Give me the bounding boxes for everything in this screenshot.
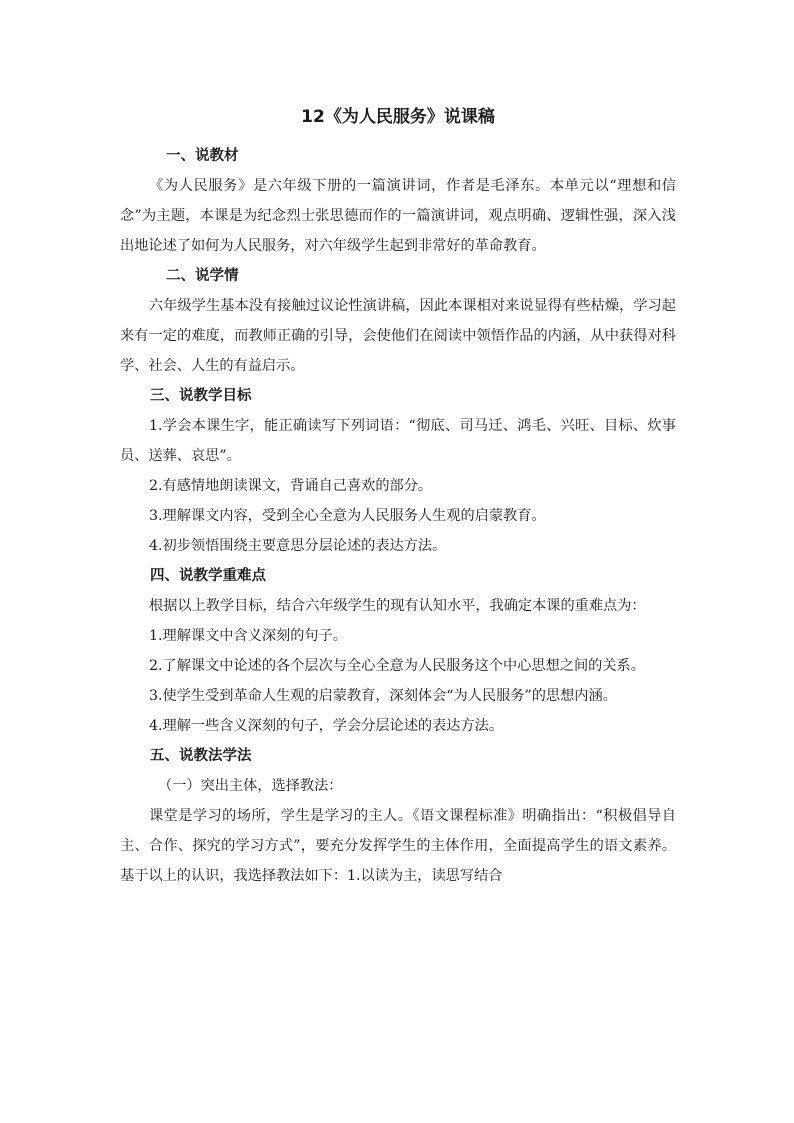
list-item: 3.理解课文内容，受到全心全意为人民服务人生观的启蒙教育。 (149, 508, 546, 524)
list-item: 1.理解课文中含义深刻的句子。 (149, 628, 347, 644)
section-heading-methods: 五、说教法学法 (150, 748, 252, 764)
list-item: 4.初步领悟围绕主要意思分层论述的表达方法。 (149, 538, 447, 554)
list-item: 3.使学生受到革命人生观的启蒙教育，深刻体会“为人民服务”的思想内涵。 (149, 688, 617, 704)
list-item: 1.学会本课生字，能正确读写下列词语：“彻底、司马迁、鸿毛、兴旺、目标、炊事员、送葬、哀思”。 (120, 418, 676, 464)
section-heading-learners: 二、说学情 (166, 268, 239, 284)
paragraph: 课堂是学习的场所，学生是学习的主人。《语文课程标准》明确指出：“积极倡导自主、合作、探究的学习方式”，要充分发挥学生的主体作用，全面提高学生的语文素养。基于以上的认识，我选择教法如下：1.以读为主，读思写结合 (120, 808, 676, 884)
list-item: 2.了解课文中论述的各个层次与全心全意为人民服务这个中心思想之间的关系。 (149, 658, 645, 674)
paragraph: 根据以上教学目标，结合六年级学生的现有认知水平，我确定本课的重难点为： (149, 598, 646, 614)
list-item: 4.理解一些含义深刻的句子，学会分层论述的表达方法。 (149, 718, 504, 734)
document-page (120, 104, 676, 891)
section-heading-textbook: 一、说教材 (166, 148, 239, 164)
paragraph: 六年级学生基本没有接触过议论性演讲稿，因此本课相对来说显得有些枯燥，学习起来有一定的难度，而教师正确的引导，会使他们在阅读中领悟作品的内涵，从中获得对科学、社会、人生的有益启示。 (120, 298, 676, 374)
list-item: 2.有感情地朗读课文，背诵自己喜欢的部分。 (149, 478, 433, 494)
subheading: （一）突出主体，选择教法： (158, 778, 343, 794)
paragraph: 《为人民服务》是六年级下册的一篇演讲词，作者是毛泽东。本单元以“理想和信念”为主题，本课是为纪念烈士张思德而作的一篇演讲词，观点明确、逻辑性强，深入浅出地论述了如何为人民服务，对六年级学生起到非常好的革命教育。 (120, 178, 676, 254)
section-heading-key-points: 四、说教学重难点 (150, 568, 266, 584)
document-title: 12《为人民服务》说课稿 (301, 107, 495, 127)
section-heading-objectives: 三、说教学目标 (150, 388, 252, 404)
